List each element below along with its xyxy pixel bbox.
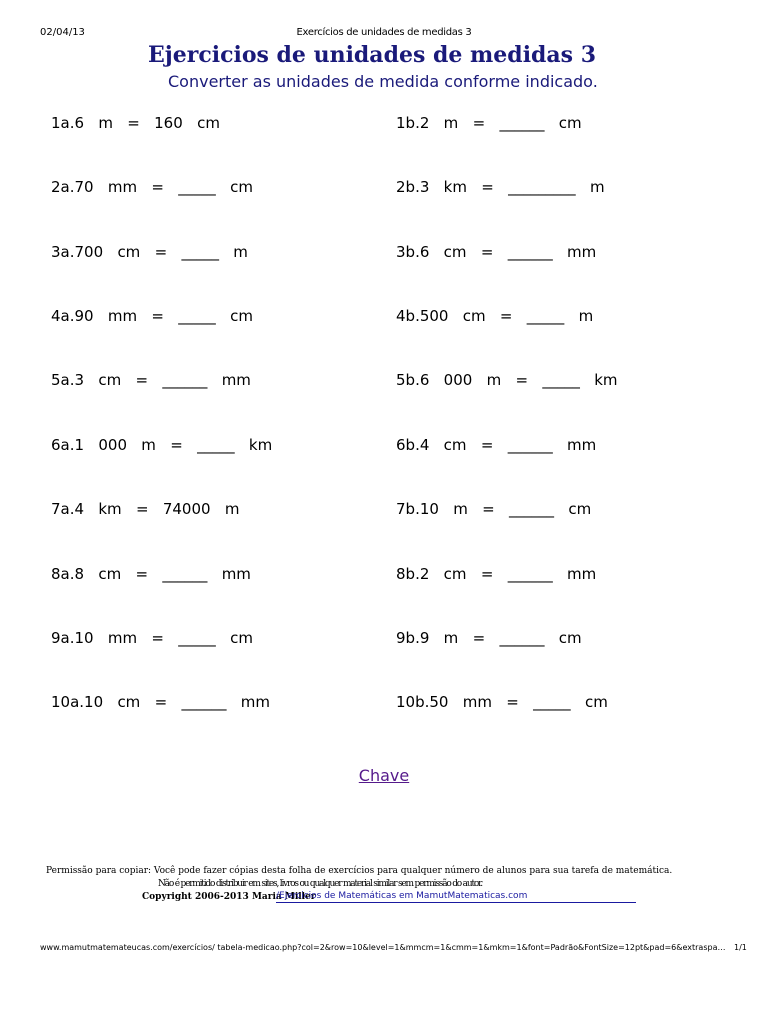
site-link[interactable]: /Ejercicios de Matemáticas em MamutMatematicas.com: [276, 891, 636, 903]
exercise-left: 10a.10 cm = ______ mm: [51, 693, 271, 711]
exercise-left: 9a.10 mm = _____ cm: [51, 629, 253, 647]
copyright-text: Copyright 2006-2013 Maria Miller: [142, 892, 316, 902]
worksheet-title: Ejercicios de unidades de medidas 3: [148, 42, 597, 68]
exercise-left: 4a.90 mm = _____ cm: [51, 307, 253, 325]
page-number: 1/1: [734, 943, 747, 952]
exercise-right: 2b.3 km = _________ m: [396, 178, 605, 196]
print-date: 02/04/13: [40, 27, 85, 38]
page-url: www.mamutmatemateucas.com/exercícios/ tabela-medicao.php?col=2&row=10&level=1&mmcm=1&cmm=1&mkm=1&font=Padrão&FontSize=12pt&pad=6&extraspa…: [40, 943, 726, 952]
exercise-right: 5b.6 000 m = _____ km: [396, 371, 618, 389]
exercise-left: 3a.700 cm = _____ m: [51, 243, 248, 261]
worksheet-subtitle: Converter as unidades de medida conforme indicado.: [168, 72, 598, 91]
permission-line-1: Permissão para copiar: Você pode fazer cópias desta folha de exercícios para qualquer número de alunos para sua tarefa de matemática.: [46, 866, 673, 876]
answer-key-link[interactable]: Chave: [358, 766, 410, 785]
exercise-left: 1a.6 m = 160 cm: [51, 114, 220, 132]
exercise-left: 8a.8 cm = ______ mm: [51, 565, 251, 583]
exercise-right: 4b.500 cm = _____ m: [396, 307, 594, 325]
exercise-right: 6b.4 cm = ______ mm: [396, 436, 597, 454]
exercise-left: 2a.70 mm = _____ cm: [51, 178, 253, 196]
exercise-right: 7b.10 m = ______ cm: [396, 500, 592, 518]
exercise-right: 1b.2 m = ______ cm: [396, 114, 582, 132]
exercise-right: 8b.2 cm = ______ mm: [396, 565, 597, 583]
exercise-left: 6a.1 000 m = _____ km: [51, 436, 273, 454]
print-doc-title: Exercícios de unidades de medidas 3: [296, 27, 472, 38]
exercise-left: 7a.4 km = 74000 m: [51, 500, 240, 518]
exercise-right: 10b.50 mm = _____ cm: [396, 693, 608, 711]
permission-line-2: Não é permitido distribuir em sites, livros ou qualquer material similar sem permissão do autor.: [158, 879, 482, 889]
exercise-right: 3b.6 cm = ______ mm: [396, 243, 597, 261]
exercise-right: 9b.9 m = ______ cm: [396, 629, 582, 647]
exercise-left: 5a.3 cm = ______ mm: [51, 371, 251, 389]
